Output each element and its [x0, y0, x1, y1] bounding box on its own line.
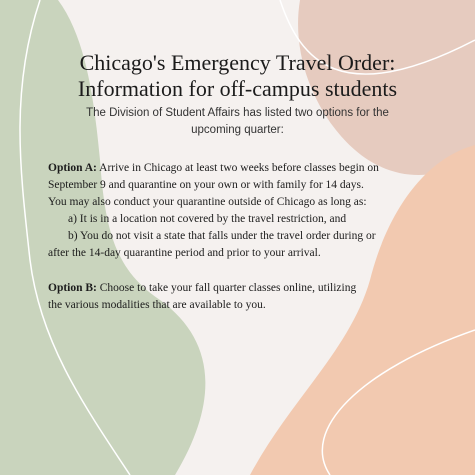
option-a-label: Option A: — [48, 162, 97, 174]
subtitle-line-2: upcoming quarter: — [191, 124, 284, 136]
page-title-line-1: Chicago's Emergency Travel Order: — [79, 50, 396, 75]
option-a-line-1 — [48, 160, 379, 177]
option-a-line-last: after the 14-day quarantine period and prior to your arrival. — [48, 247, 321, 259]
option-a-line-2: September 9 and quarantine on your own or with family for 14 days. — [48, 179, 364, 191]
option-a-item-a: a) It is in a location not covered by the travel restriction, and — [68, 213, 347, 225]
page-title-line-2: Information for off-campus students — [77, 76, 398, 101]
option-a-text-1: Arrive in Chicago at least two weeks before classes begin on — [99, 162, 379, 174]
option-b-line-2: the various modalities that are available to you. — [48, 299, 266, 311]
option-b-line-1 — [48, 280, 356, 297]
option-b-label: Option B: — [48, 282, 97, 294]
option-a-item-b: b) You do not visit a state that falls under the travel order during or — [68, 230, 376, 242]
option-a-line-3: You may also conduct your quarantine outside of Chicago as long as: — [48, 196, 367, 208]
subtitle-line-1: The Division of Student Affairs has listed two options for the — [86, 107, 389, 119]
option-b-text-1: Choose to take your fall quarter classes online, utilizing — [99, 282, 357, 294]
